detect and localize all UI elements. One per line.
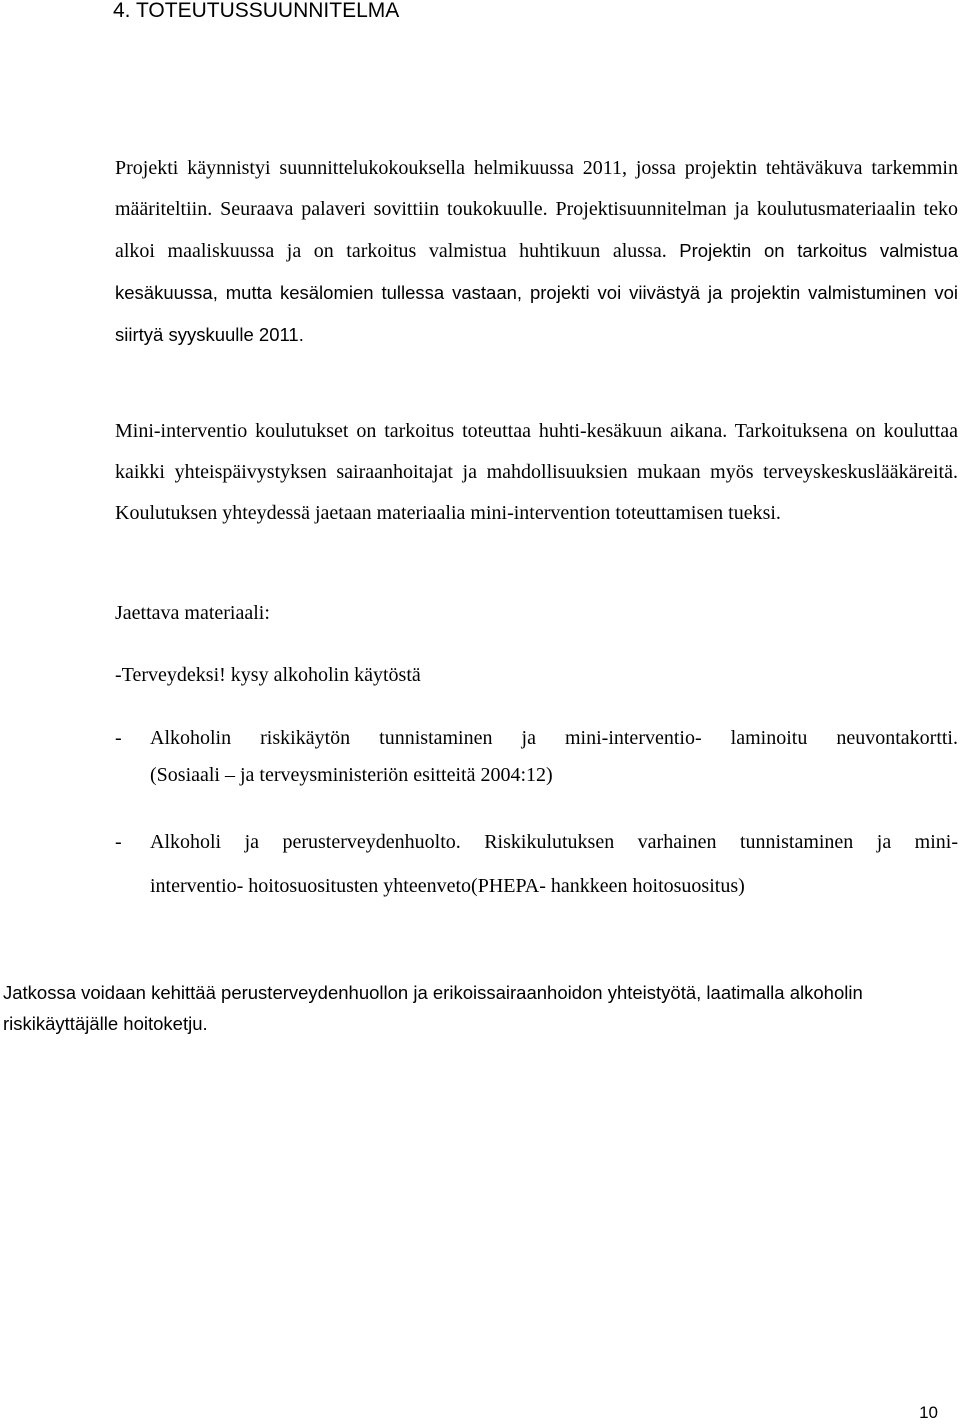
material-item (115, 820, 958, 908)
materials-label: Jaettava materiaali: (115, 602, 270, 624)
schedule-text: Projekti käynnistyi suunnittelukokouksella helmikuussa 2011, jossa projektin tehtäväkuva tarkemmin määriteltiin. Seuraava palaveri sovittiin toukokuulle. Projektisuunnitelman ja koulutusmateriaalin teko alkoi maaliskuussa ja on tarkoitus valmistua huhtikuun alussa. (115, 157, 958, 262)
project-schedule-paragraph (115, 148, 958, 356)
material-item-text: Alkoholin riskikäytön tunnistaminen ja mini-interventio- laminoitu neuvontakortti. (150, 727, 958, 749)
section-heading: 4. TOTEUTUSSUUNNITELMA (113, 0, 400, 22)
list-dash: - (115, 727, 122, 749)
training-paragraph: Mini-interventio koulutukset on tarkoitus toteuttaa huhti-kesäkuun aikana. Tarkoituksena on kouluttaa kaikki yhteispäivystyksen sairaanhoitajat ja mahdollisuuksien mukaan myös terveyskeskuslääkäreitä. Koulutuksen yhteydessä jaetaan materiaalia mini-intervention toteuttamisen tueksi. (115, 420, 958, 524)
material-item-continuation: interventio- hoitosuositusten yhteenveto(PHEPA- hankkeen hoitosuositus) (150, 875, 745, 897)
material-item-source: (Sosiaali – ja terveysministeriön esitteitä 2004:12) (150, 764, 553, 786)
page-number: 10 (919, 1403, 938, 1422)
list-dash: - (115, 831, 122, 853)
list-dash: - (115, 664, 122, 686)
material-item (115, 720, 958, 794)
closing-paragraph: Jatkossa voidaan kehittää perusterveydenhuollon ja erikoissairaanhoidon yhteistyötä, laatimalla alkoholin riskikäyttäjälle hoitoketju. (3, 982, 863, 1034)
schedule-continuation-text: Projektin on tarkoitus valmistua kesäkuussa, mutta kesälomien tullessa vastaan, projekti voi viivästyä ja projektin valmistuminen voi siirtyä syyskuulle 2011. (115, 240, 958, 345)
material-item-text: Terveydeksi! kysy alkoholin käytöstä (121, 664, 421, 686)
material-item-text: Alkoholi ja perusterveydenhuolto. Riskikulutuksen varhainen tunnistaminen ja mini- (150, 831, 958, 853)
material-item (115, 660, 421, 690)
